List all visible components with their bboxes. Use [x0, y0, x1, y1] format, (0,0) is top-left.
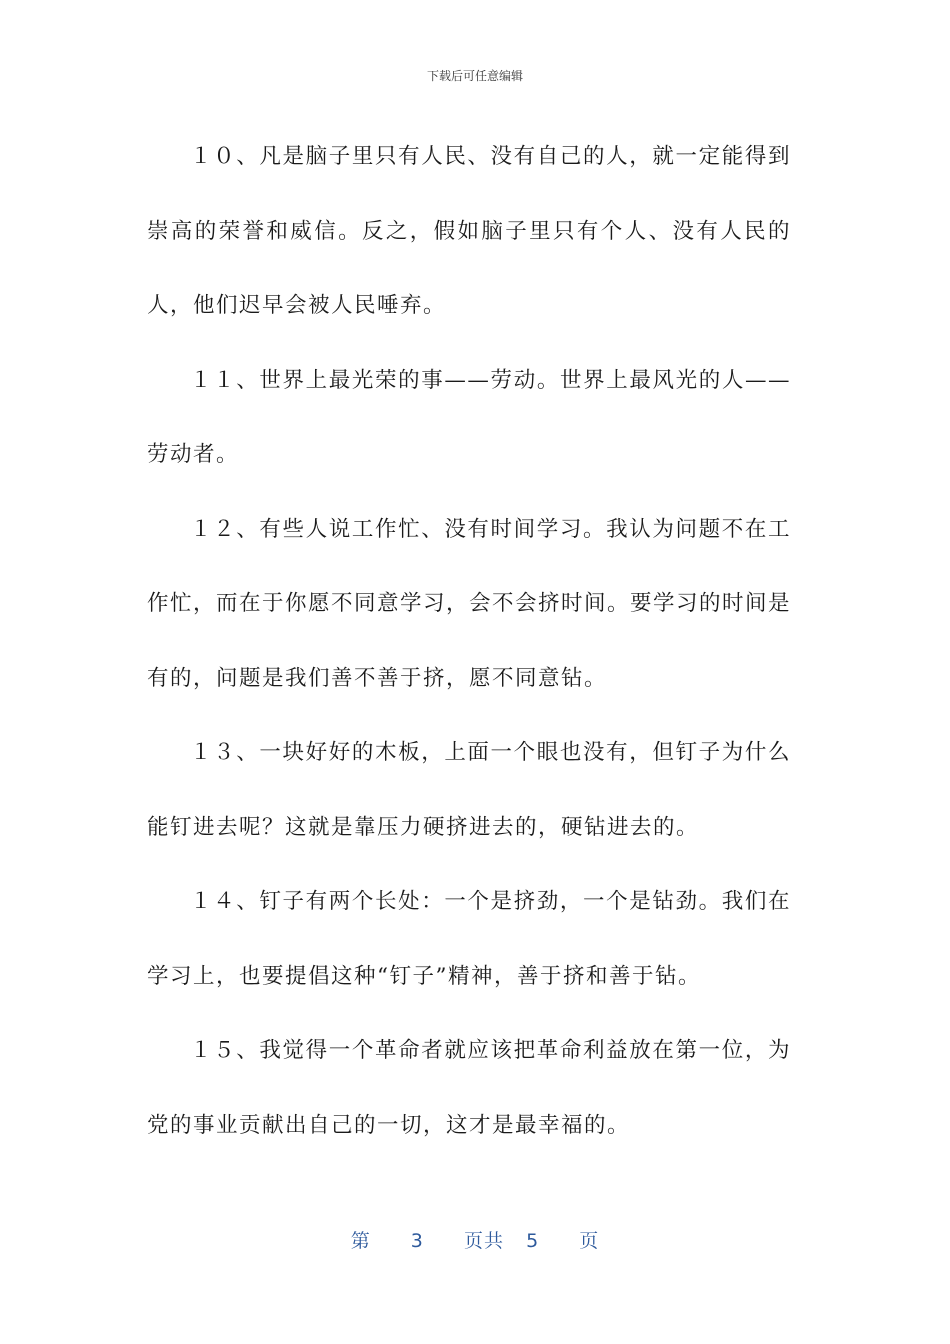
paragraph-12: １２、有些人说工作忙、没有时间学习。我认为问题不在工作忙，而在于你愿不同意学习，会不会挤时间。要学习的时间是有的，问题是我们善不善于挤，愿不同意钻。 — [147, 516, 792, 691]
footer-current-page: 3 — [410, 1230, 424, 1252]
footer-suffix: 页 — [579, 1230, 600, 1252]
paragraph-14: １４、钉子有两个长处：一个是挤劲，一个是钻劲。我们在学习上，也要提倡这种“钉子”精神，善于挤和善于钻。 — [147, 889, 791, 989]
paragraph-15: １５、我觉得一个革命者就应该把革命利益放在第一位，为党的事业贡献出自己的一切，这才是最幸福的。 — [147, 1038, 791, 1138]
page-header-note: 下载后可任意编辑 — [426, 69, 523, 83]
paragraph-10: １０、凡是脑子里只有人民、没有自己的人，就一定能得到崇高的荣誉和威信。反之，假如脑子里只有个人、没有人民的人，他们迟早会被人民唾弃。 — [147, 144, 791, 318]
document-body — [147, 120, 791, 1163]
page-footer — [0, 1226, 950, 1253]
paragraph-11: １１、世界上最光荣的事——劳动。世界上最风光的人——劳动者。 — [147, 367, 791, 467]
footer-total-pages: 5 — [526, 1230, 540, 1252]
footer-prefix: 第 — [350, 1230, 371, 1252]
paragraph-13: １３、一块好好的木板，上面一个眼也没有，但钉子为什么能钉进去呢？这就是靠压力硬挤进去的，硬钻进去的。 — [147, 740, 791, 840]
footer-middle: 页共 — [463, 1230, 504, 1252]
